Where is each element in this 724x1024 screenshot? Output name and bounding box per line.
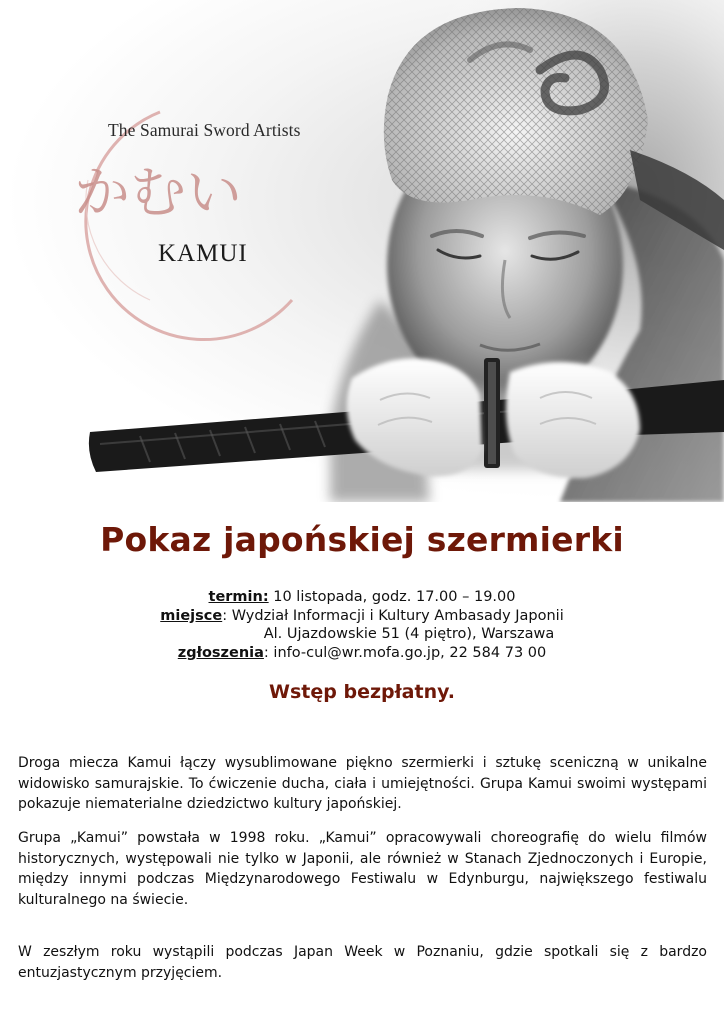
kamui-logo-glyphs: かむい [74,161,242,226]
hero-photo [0,0,724,502]
date-label: termin: [208,589,269,605]
brand-tagline: The Samurai Sword Artists [108,120,301,140]
kamui-logo [74,112,292,340]
brand-name: KAMUI [158,240,248,267]
signup-label: zgłoszenia [177,644,264,661]
samurai-illustration [0,0,724,502]
event-title: Pokaz japońskiej szermierki [100,520,624,559]
paragraph-history: Grupa „Kamui” powstała w 1998 roku. „Kamui” opracowywali choreografię do wielu filmów historycznych, występowali nie tylko w Japonii, ale również w Stanach Zjednoczonych i Europie, między innymi podczas Międzynarodowego Festiwalu w Edynburgu, największego festiwalu kulturalnego na świecie. [18,830,707,909]
place-row [0,607,724,626]
paragraph-intro: Droga miecza Kamui łączy wysublimowane piękno szermierki i sztukę sceniczną w unikalne widowisko samurajskie. To ćwiczenie ducha, ciała i umiejętności. Grupa Kamui swoimi występami pokazuje niematerialne dziedzictwo kultury japońskiej. [18,755,707,813]
date-row [0,588,724,607]
event-details [0,588,724,662]
paragraph-poznan: W zeszłym roku wystąpili podczas Japan Week w Poznaniu, gdzie spotkali się z bardzo entuzjastycznym przyjęciem. [18,944,707,981]
signup-row [0,644,724,663]
place-address: Al. Ujazdowskie 51 (4 piętro), Warszawa [263,626,555,643]
place-value: : Wydział Informacji i Kultury Ambasady Japonii [222,607,564,624]
free-entry: Wstęp bezpłatny. [269,681,455,703]
signup-value: : info-cul@wr.mofa.go.jp, 22 584 73 00 [263,644,547,661]
date-value: 10 listopada, godz. 17.00 – 19.00 [268,589,516,605]
place-label: miejsce [160,607,223,624]
